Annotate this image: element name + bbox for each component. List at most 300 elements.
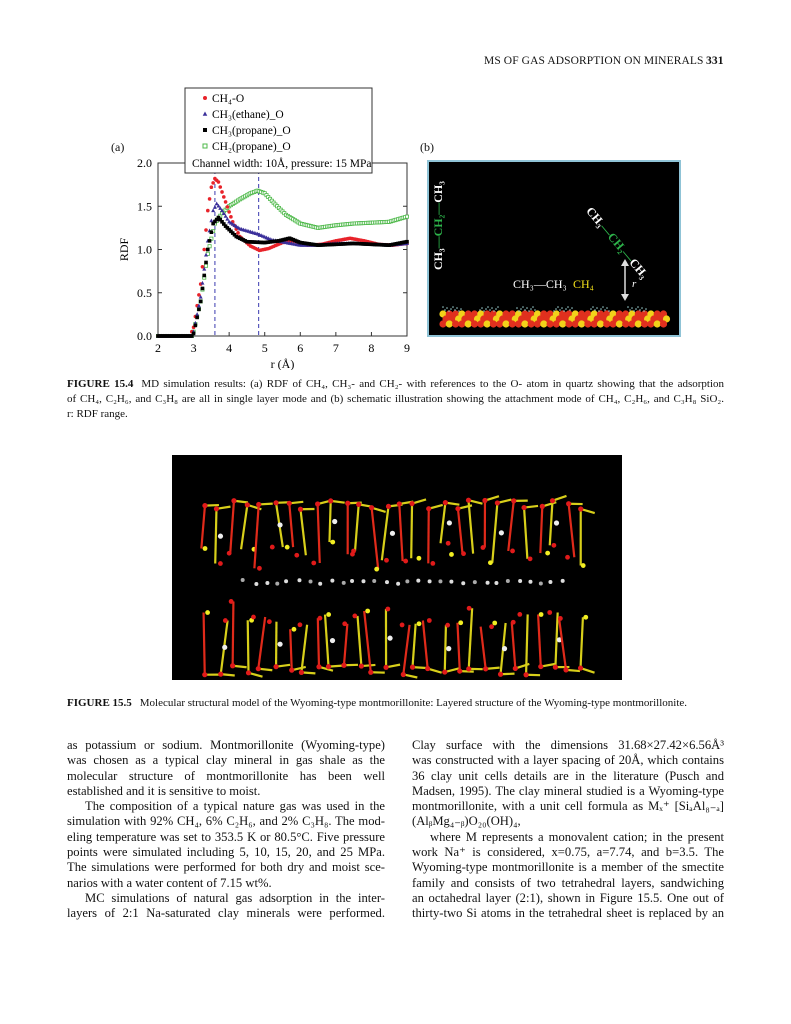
panel-b-label: (b) [420, 140, 434, 154]
atom [294, 553, 299, 558]
surface-atom [594, 309, 596, 311]
data-point [202, 274, 206, 278]
surface-atom [454, 309, 456, 311]
bond [469, 608, 472, 669]
atom [539, 612, 544, 617]
interlayer-ion [372, 579, 376, 583]
oxygen-atom [482, 498, 487, 503]
oxygen-atom [498, 672, 503, 677]
atom [558, 616, 563, 621]
bond [215, 509, 216, 564]
interlayer-ion [385, 580, 389, 584]
atom [267, 619, 272, 624]
oxygen-atom [256, 502, 261, 507]
atom [510, 549, 515, 554]
x-tick-label: 5 [261, 341, 268, 355]
surface-atom [629, 309, 631, 311]
surface-atom [553, 310, 555, 312]
surface-atom [528, 310, 530, 312]
legend-label: CH₄-O [212, 93, 245, 105]
bond [289, 503, 293, 547]
surface-atom [487, 306, 489, 308]
surface-atom [502, 320, 509, 327]
y-tick-label: 1.5 [137, 199, 152, 214]
surface-atom [641, 307, 643, 309]
data-point [204, 228, 208, 232]
x-tick-label: 8 [368, 341, 375, 355]
text-line: as potassium or sodium. Montmorillonite (Wyoming-type) [67, 738, 385, 752]
atom [351, 549, 356, 554]
surface-atom [547, 320, 554, 327]
atom [489, 624, 494, 629]
oxygen-atom [401, 672, 406, 677]
surface-atom [637, 306, 639, 308]
oxygen-atom [511, 498, 516, 503]
oxygen-atom [245, 502, 250, 507]
running-header: MS OF GAS ADSORPTION ON MINERALS [484, 55, 704, 67]
caption-line: of CH₄, C₂H₆, and C₃H₈ are all in single layer mode and (b) schematic illustration showing the attachment mode of CH₄, C₂H₆, and C₃H₈ SiO₂. [67, 393, 724, 405]
interlayer-ion [275, 582, 279, 586]
data-point [197, 308, 201, 312]
surface-atom [639, 309, 641, 311]
bond [372, 508, 379, 569]
oxygen-atom [538, 664, 543, 669]
surface-atom [572, 320, 579, 327]
text-line: family and consists of two tetrahedral layers, sandwiching [412, 875, 724, 890]
hydrogen-atom [277, 642, 282, 647]
atom [365, 609, 370, 614]
surface-atom [526, 307, 528, 309]
data-point [199, 300, 203, 304]
surface-atom [553, 320, 560, 327]
bond [540, 506, 542, 553]
data-point [405, 215, 408, 218]
atom [205, 610, 210, 615]
rdf-chart [100, 80, 420, 370]
atom [292, 627, 297, 632]
bond [325, 615, 328, 667]
surface-atom [606, 307, 608, 309]
atom [492, 621, 497, 626]
legend-marker [203, 128, 207, 132]
bond [411, 504, 412, 559]
surface-atom [633, 310, 635, 312]
page-number: 331 [706, 55, 724, 67]
ch3-text: CH₃ [583, 204, 608, 230]
surface-atom [578, 320, 585, 327]
panel-a-label: (a) [111, 140, 125, 154]
surface-atom [559, 309, 561, 311]
atom [467, 606, 472, 611]
bond [457, 623, 459, 671]
surface-atom [495, 308, 497, 310]
atom [461, 551, 466, 556]
atom [218, 561, 223, 566]
interlayer-ion [309, 579, 313, 583]
surface-atom [452, 306, 454, 308]
surface-atom [518, 310, 520, 312]
text-line: molecular structure of montmorillonite has been well [67, 768, 385, 783]
oxygen-atom [553, 665, 558, 670]
bond [526, 614, 528, 674]
atom [352, 614, 357, 619]
bond [399, 504, 402, 561]
atom [400, 623, 405, 628]
bond [512, 622, 516, 668]
surface-atom [622, 320, 629, 327]
atom [403, 559, 408, 564]
surface-atom [477, 320, 484, 327]
data-point [226, 205, 230, 209]
bond [364, 611, 371, 672]
oxygen-atom [356, 502, 361, 507]
atom [326, 612, 331, 617]
data-point [227, 210, 231, 214]
quartz-surface [429, 162, 679, 335]
surface-atom [557, 306, 559, 308]
data-point [224, 200, 228, 204]
surface-atom [446, 307, 448, 309]
atom [251, 615, 256, 620]
surface-atom [496, 320, 503, 327]
atom [545, 551, 550, 556]
oxygen-atom [214, 506, 219, 511]
interlayer-ion [561, 579, 565, 583]
bond [382, 506, 389, 560]
data-point [213, 205, 217, 209]
surface-atom [565, 320, 572, 327]
surface-atom [647, 320, 654, 327]
surface-atom [592, 306, 594, 308]
surface-atom [493, 310, 495, 312]
oxygen-atom [443, 500, 448, 505]
oxygen-atom [315, 501, 320, 506]
hydrogen-atom [218, 534, 223, 539]
interlayer-ion [342, 581, 346, 585]
ch3-text: CH₃ [431, 248, 445, 270]
interlayer-ion [494, 581, 498, 585]
atom [430, 561, 435, 566]
oxygen-atom [369, 505, 374, 510]
surface-atom [597, 320, 604, 327]
oxygen-atom [287, 501, 292, 506]
text-line: established and it is sensitive to moist. [67, 783, 261, 798]
data-point [217, 180, 221, 184]
text-line: (AlᵦMg₄₋ᵦ)O₂₀(OH)₄, [412, 814, 521, 829]
caption-label: FIGURE 15.4 [67, 378, 134, 390]
x-tick-label: 7 [332, 341, 339, 355]
surface-atom [481, 307, 483, 309]
interlayer-ion [461, 581, 465, 585]
interlayer-ion [428, 579, 432, 583]
ch2-text: —CH₂— [431, 202, 445, 249]
text-line: an octahedral layer (2:1), shown in Figure 15.5. One out of [412, 890, 724, 905]
atom [458, 620, 463, 625]
atom [330, 540, 335, 545]
data-point [204, 261, 208, 265]
data-point [208, 197, 212, 201]
oxygen-atom [383, 665, 388, 670]
oxygen-atom [442, 669, 447, 674]
bond [358, 616, 362, 666]
atom [552, 543, 557, 548]
y-tick-label: 0.0 [137, 329, 152, 343]
surface-atom [456, 307, 458, 309]
surface-atom [654, 320, 661, 327]
surface-atom [491, 307, 493, 309]
data-point [195, 316, 199, 320]
bond [241, 505, 247, 549]
bond [423, 621, 428, 669]
oxygen-atom [457, 668, 462, 673]
text-line: The simulations were performed for both dry and moist sce- [67, 860, 385, 875]
body-left-column [67, 738, 385, 922]
oxygen-atom [299, 670, 304, 675]
data-point [222, 195, 226, 199]
data-point [229, 215, 233, 219]
bond [258, 617, 265, 669]
bond [481, 627, 486, 669]
atom [446, 541, 451, 546]
text-line: work Na⁺ is considered, x=0.75, a=7.74, and b=3.5. The [412, 845, 724, 860]
surface-atom [530, 308, 532, 310]
surface-atom [460, 308, 462, 310]
oxygen-atom [273, 664, 278, 669]
caption-line [67, 696, 724, 711]
surface-atom [641, 320, 648, 327]
interlayer-ion [518, 579, 522, 583]
text-line: Wyoming-type montmorillonite is a member of the smectite [412, 860, 724, 875]
surface-atom [643, 310, 645, 312]
bond [201, 506, 205, 549]
oxygen-atom [578, 665, 583, 670]
bond [468, 500, 473, 553]
surface-atom [534, 320, 541, 327]
surface-atom [596, 307, 598, 309]
data-point [208, 239, 212, 243]
surface-atom [528, 320, 535, 327]
surface-atom [561, 307, 563, 309]
montmorillonite-model-image [172, 455, 622, 680]
atom [223, 618, 228, 623]
surface-atom [520, 308, 522, 310]
distance-label: r [632, 278, 637, 290]
hydrogen-atom [222, 645, 227, 650]
x-tick-label: 6 [297, 341, 304, 355]
surface-atom [532, 306, 534, 308]
oxygen-atom [256, 666, 261, 671]
interlayer-ion [486, 581, 490, 585]
atom [257, 566, 262, 571]
bond [318, 504, 320, 563]
text-line: MC simulations of natural gas adsorption in the inter- [85, 890, 385, 905]
y-tick-label: 2.0 [137, 156, 152, 170]
surface-atom [452, 320, 459, 327]
caption-text: MD simulation results: (a) RDF of CH₄, CH₃- and CH₂- with references to the O- atom in quartz showing that the adsorption [141, 378, 725, 390]
oxygen-atom [218, 672, 223, 677]
legend-marker [203, 144, 207, 148]
oxygen-atom [483, 666, 488, 671]
surface-atom [569, 309, 571, 311]
interlayer-ion [449, 580, 453, 584]
oxygen-atom [230, 663, 235, 668]
interlayer-ion [506, 579, 510, 583]
data-point [206, 248, 210, 252]
caption-line: r: RDF range. [67, 408, 128, 420]
surface-atom [446, 320, 453, 327]
oxygen-atom [409, 501, 414, 506]
atom [517, 612, 522, 617]
interlayer-ion [254, 582, 258, 586]
interlayer-ion [405, 579, 409, 583]
surface-atom [604, 309, 606, 311]
surface-atom [555, 308, 557, 310]
oxygen-atom [410, 665, 415, 670]
oxygen-atom [513, 666, 518, 671]
text-line: narios with a water content of 7.15 wt%. [67, 875, 272, 890]
ch2-text: —CH₂— [597, 220, 638, 265]
data-point [210, 230, 214, 234]
atom [417, 621, 422, 626]
interlayer-ion [528, 580, 532, 584]
hydrogen-atom [330, 638, 335, 643]
data-point [201, 287, 205, 291]
data-point [210, 185, 214, 189]
bond [204, 613, 205, 675]
surface-atom [522, 306, 524, 308]
hydrogen-atom [446, 646, 451, 651]
interlayer-ion [396, 582, 400, 586]
oxygen-atom [341, 663, 346, 668]
text-line: was chosen as a typical clay mineral in gas shale as the [67, 753, 385, 768]
hydrogen-atom [332, 519, 337, 524]
oxygen-atom [455, 506, 460, 511]
bond [301, 625, 307, 673]
surface-atom [600, 308, 602, 310]
bond [550, 501, 553, 546]
bond [355, 504, 359, 551]
x-axis-label: r (Å) [270, 357, 295, 370]
surface-atom [660, 320, 667, 327]
oxygen-atom [466, 666, 471, 671]
data-point [202, 248, 206, 252]
hydrogen-atom [447, 520, 452, 525]
atom [385, 607, 390, 612]
hydrogen-atom [554, 520, 559, 525]
surface-atom [465, 320, 472, 327]
oxygen-atom [495, 500, 500, 505]
surface-atom [627, 306, 629, 308]
x-tick-label: 2 [155, 341, 161, 355]
atom [203, 546, 208, 551]
atom [449, 552, 454, 557]
interlayer-ion [539, 581, 543, 585]
surface-atom [497, 306, 499, 308]
surface-atom [628, 320, 635, 327]
oxygen-atom [550, 498, 555, 503]
surface-atom [540, 320, 547, 327]
surface-atom [516, 307, 518, 309]
surface-atom [602, 306, 604, 308]
surface-atom [450, 308, 452, 310]
oxygen-atom [540, 504, 545, 509]
interlayer-ion [438, 579, 442, 583]
oxygen-atom [202, 672, 207, 677]
surface-atom [645, 308, 647, 310]
oxygen-atom [326, 664, 331, 669]
figure-15-4-caption [67, 377, 724, 422]
interlayer-ion [284, 579, 288, 583]
surface-atom [616, 320, 623, 327]
bond [290, 629, 292, 670]
data-point [218, 185, 222, 189]
atom [547, 610, 552, 615]
legend-label: CH₂(propane)_O [212, 141, 291, 153]
oxygen-atom [566, 501, 571, 506]
surface-atom [534, 309, 536, 311]
atom [285, 545, 290, 550]
oxygen-atom [368, 670, 373, 675]
atom [511, 620, 516, 625]
ch3-text: CH₃ [626, 255, 652, 282]
surface-atom [590, 308, 592, 310]
bond [248, 620, 249, 673]
text-line: points were simulated including 5, 10, 15, 20, and 25 MPa. [67, 845, 385, 860]
bond [569, 504, 575, 557]
surface-atom [610, 320, 617, 327]
data-point [192, 332, 196, 336]
atom [528, 556, 533, 561]
legend-label: CH₃(ethane)_O [212, 109, 284, 121]
oxygen-atom [359, 663, 364, 668]
surface-atom [598, 310, 600, 312]
interlayer-ion [330, 579, 334, 583]
hydrogen-atom [499, 530, 504, 535]
data-point [236, 231, 240, 235]
atom [298, 622, 303, 627]
surface-atom [521, 320, 528, 327]
caption-text: Molecular structural model of the Wyoming-type montmorillonite: Layered structure of the Wyoming-type montmorillonite. [139, 697, 688, 709]
atom [318, 616, 323, 621]
interlayer-ion [416, 579, 420, 583]
bond [441, 503, 446, 544]
legend-marker [203, 96, 207, 100]
x-tick-label: 4 [226, 341, 233, 355]
data-point [405, 240, 409, 244]
surface-atom [559, 320, 566, 327]
surface-atom [509, 320, 516, 327]
data-point [209, 218, 213, 222]
hydrogen-atom [390, 531, 395, 536]
data-point [220, 190, 224, 194]
surface-atom [439, 320, 446, 327]
surface-atom [471, 320, 478, 327]
x-tick-label: 3 [190, 341, 197, 355]
hydrogen-atom [502, 646, 507, 651]
bond [581, 617, 583, 668]
bond [300, 509, 305, 555]
oxygen-atom [426, 506, 431, 511]
ethane-label: CH₃—CH₃ [513, 277, 567, 291]
body-right-column [412, 738, 724, 922]
hydrogen-atom [387, 636, 392, 641]
bond [344, 624, 347, 666]
hydrogen-atom [277, 522, 282, 527]
ch3-text: CH₃ [431, 181, 445, 203]
text-line: eling temperature was set to 353.5 K or 80.5°C. Five pressure [67, 829, 385, 844]
oxygen-atom [345, 501, 350, 506]
oxygen-atom [316, 664, 321, 669]
